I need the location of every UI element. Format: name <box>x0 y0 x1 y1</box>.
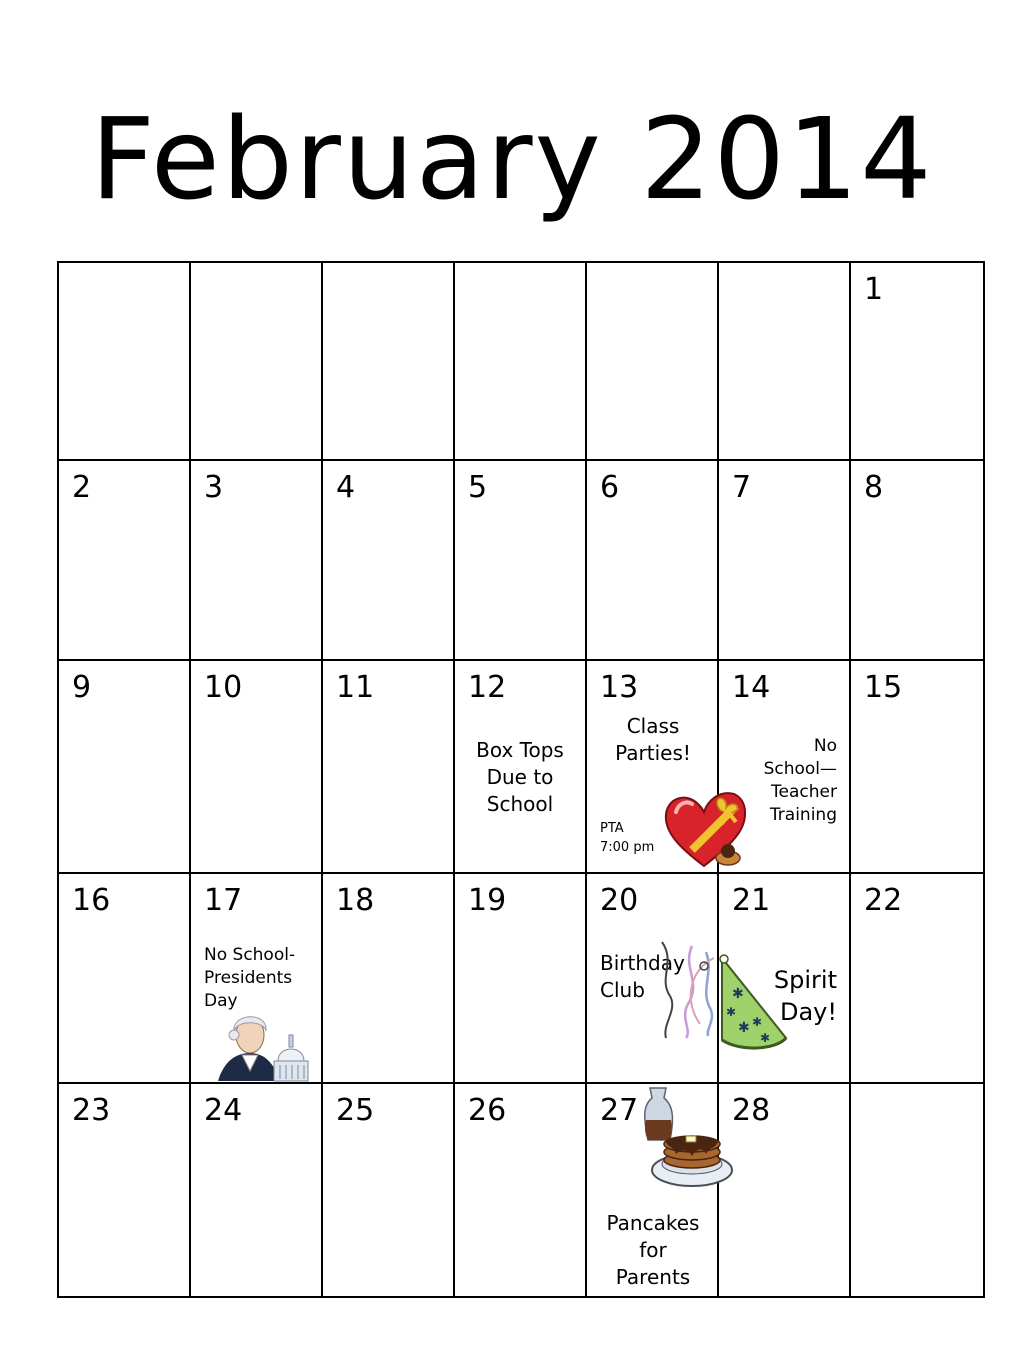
day-number: 27 <box>600 1093 639 1128</box>
day-number: 25 <box>336 1093 375 1128</box>
calendar-cell-day-6 <box>587 461 719 661</box>
calendar-cell-empty <box>719 263 851 461</box>
calendar-cell-day-18 <box>323 874 455 1084</box>
day-number: 28 <box>732 1093 771 1128</box>
calendar-cell-day-28 <box>719 1084 851 1296</box>
calendar-cell-day-16 <box>59 874 191 1084</box>
calendar-cell-day-3 <box>191 461 323 661</box>
day-number: 13 <box>600 670 639 705</box>
day-number: 23 <box>72 1093 111 1128</box>
svg-text:✱: ✱ <box>726 1005 737 1019</box>
day-number: 18 <box>336 883 375 918</box>
calendar-cell-day-1 <box>851 263 983 461</box>
day-number: 16 <box>72 883 111 918</box>
capitol-building-icon <box>274 1035 308 1081</box>
calendar-cell-day-5 <box>455 461 587 661</box>
calendar-cell-empty <box>191 263 323 461</box>
day-number: 17 <box>204 883 243 918</box>
calendar-grid <box>57 261 985 1298</box>
calendar-cell-day-15 <box>851 661 983 874</box>
day-number: 20 <box>600 883 639 918</box>
heart-gift-icon <box>662 788 750 874</box>
calendar-cell-day-23 <box>59 1084 191 1296</box>
party-hat-icon <box>716 954 792 1052</box>
calendar-cell-day-26 <box>455 1084 587 1296</box>
day-number: 5 <box>468 470 488 505</box>
day-number: 7 <box>732 470 752 505</box>
day-number: 6 <box>600 470 620 505</box>
svg-text:✱: ✱ <box>752 1015 763 1029</box>
party-streamers-icon <box>652 938 726 1042</box>
calendar-cell-day-2 <box>59 461 191 661</box>
president-washington-icon <box>214 1005 310 1083</box>
page-title: February 2014 <box>90 95 934 225</box>
calendar-cell-day-8 <box>851 461 983 661</box>
calendar-cell-day-22 <box>851 874 983 1084</box>
calendar-cell-day-24 <box>191 1084 323 1296</box>
svg-text:✱: ✱ <box>732 986 744 1002</box>
event-birthday-club: Birthday Club <box>600 951 685 1002</box>
calendar-cell-empty <box>851 1084 983 1296</box>
day-number: 11 <box>336 670 375 705</box>
day-number: 10 <box>204 670 243 705</box>
calendar-cell-empty <box>455 263 587 461</box>
calendar-cell-day-10 <box>191 661 323 874</box>
day-number: 26 <box>468 1093 507 1128</box>
day-number: 22 <box>864 883 903 918</box>
calendar-cell-day-4 <box>323 461 455 661</box>
event-no-school-training: No School— Teacher Training <box>763 736 837 825</box>
day-number: 3 <box>204 470 224 505</box>
event-pancakes: Pancakes for Parents <box>606 1211 700 1289</box>
day-number: 15 <box>864 670 903 705</box>
calendar-cell-day-7 <box>719 461 851 661</box>
calendar-cell-empty <box>323 263 455 461</box>
calendar-cell-day-12 <box>455 661 587 874</box>
calendar-cell-day-25 <box>323 1084 455 1296</box>
pancakes-syrup-icon <box>640 1084 736 1194</box>
calendar-cell-day-11 <box>323 661 455 874</box>
day-number: 14 <box>732 670 771 705</box>
event-class-parties: Class Parties! <box>615 714 691 765</box>
event-no-school-presidents: No School- Presidents Day <box>204 945 296 1011</box>
event-pta: PTA 7:00 pm <box>600 821 655 855</box>
day-number: 24 <box>204 1093 243 1128</box>
day-number: 9 <box>72 670 92 705</box>
calendar-cell-empty <box>59 263 191 461</box>
svg-text:✱: ✱ <box>760 1031 771 1045</box>
calendar-cell-day-9 <box>59 661 191 874</box>
event-box-tops: Box Tops Due to School <box>476 738 564 816</box>
event-spirit-day: Spirit Day! <box>773 966 837 1026</box>
day-number: 19 <box>468 883 507 918</box>
day-number: 21 <box>732 883 771 918</box>
day-number: 4 <box>336 470 356 505</box>
calendar-cell-day-19 <box>455 874 587 1084</box>
svg-text:✱: ✱ <box>738 1020 750 1036</box>
calendar-cell-empty <box>587 263 719 461</box>
day-number: 1 <box>864 272 884 307</box>
day-number: 12 <box>468 670 507 705</box>
day-number: 8 <box>864 470 884 505</box>
day-number: 2 <box>72 470 92 505</box>
